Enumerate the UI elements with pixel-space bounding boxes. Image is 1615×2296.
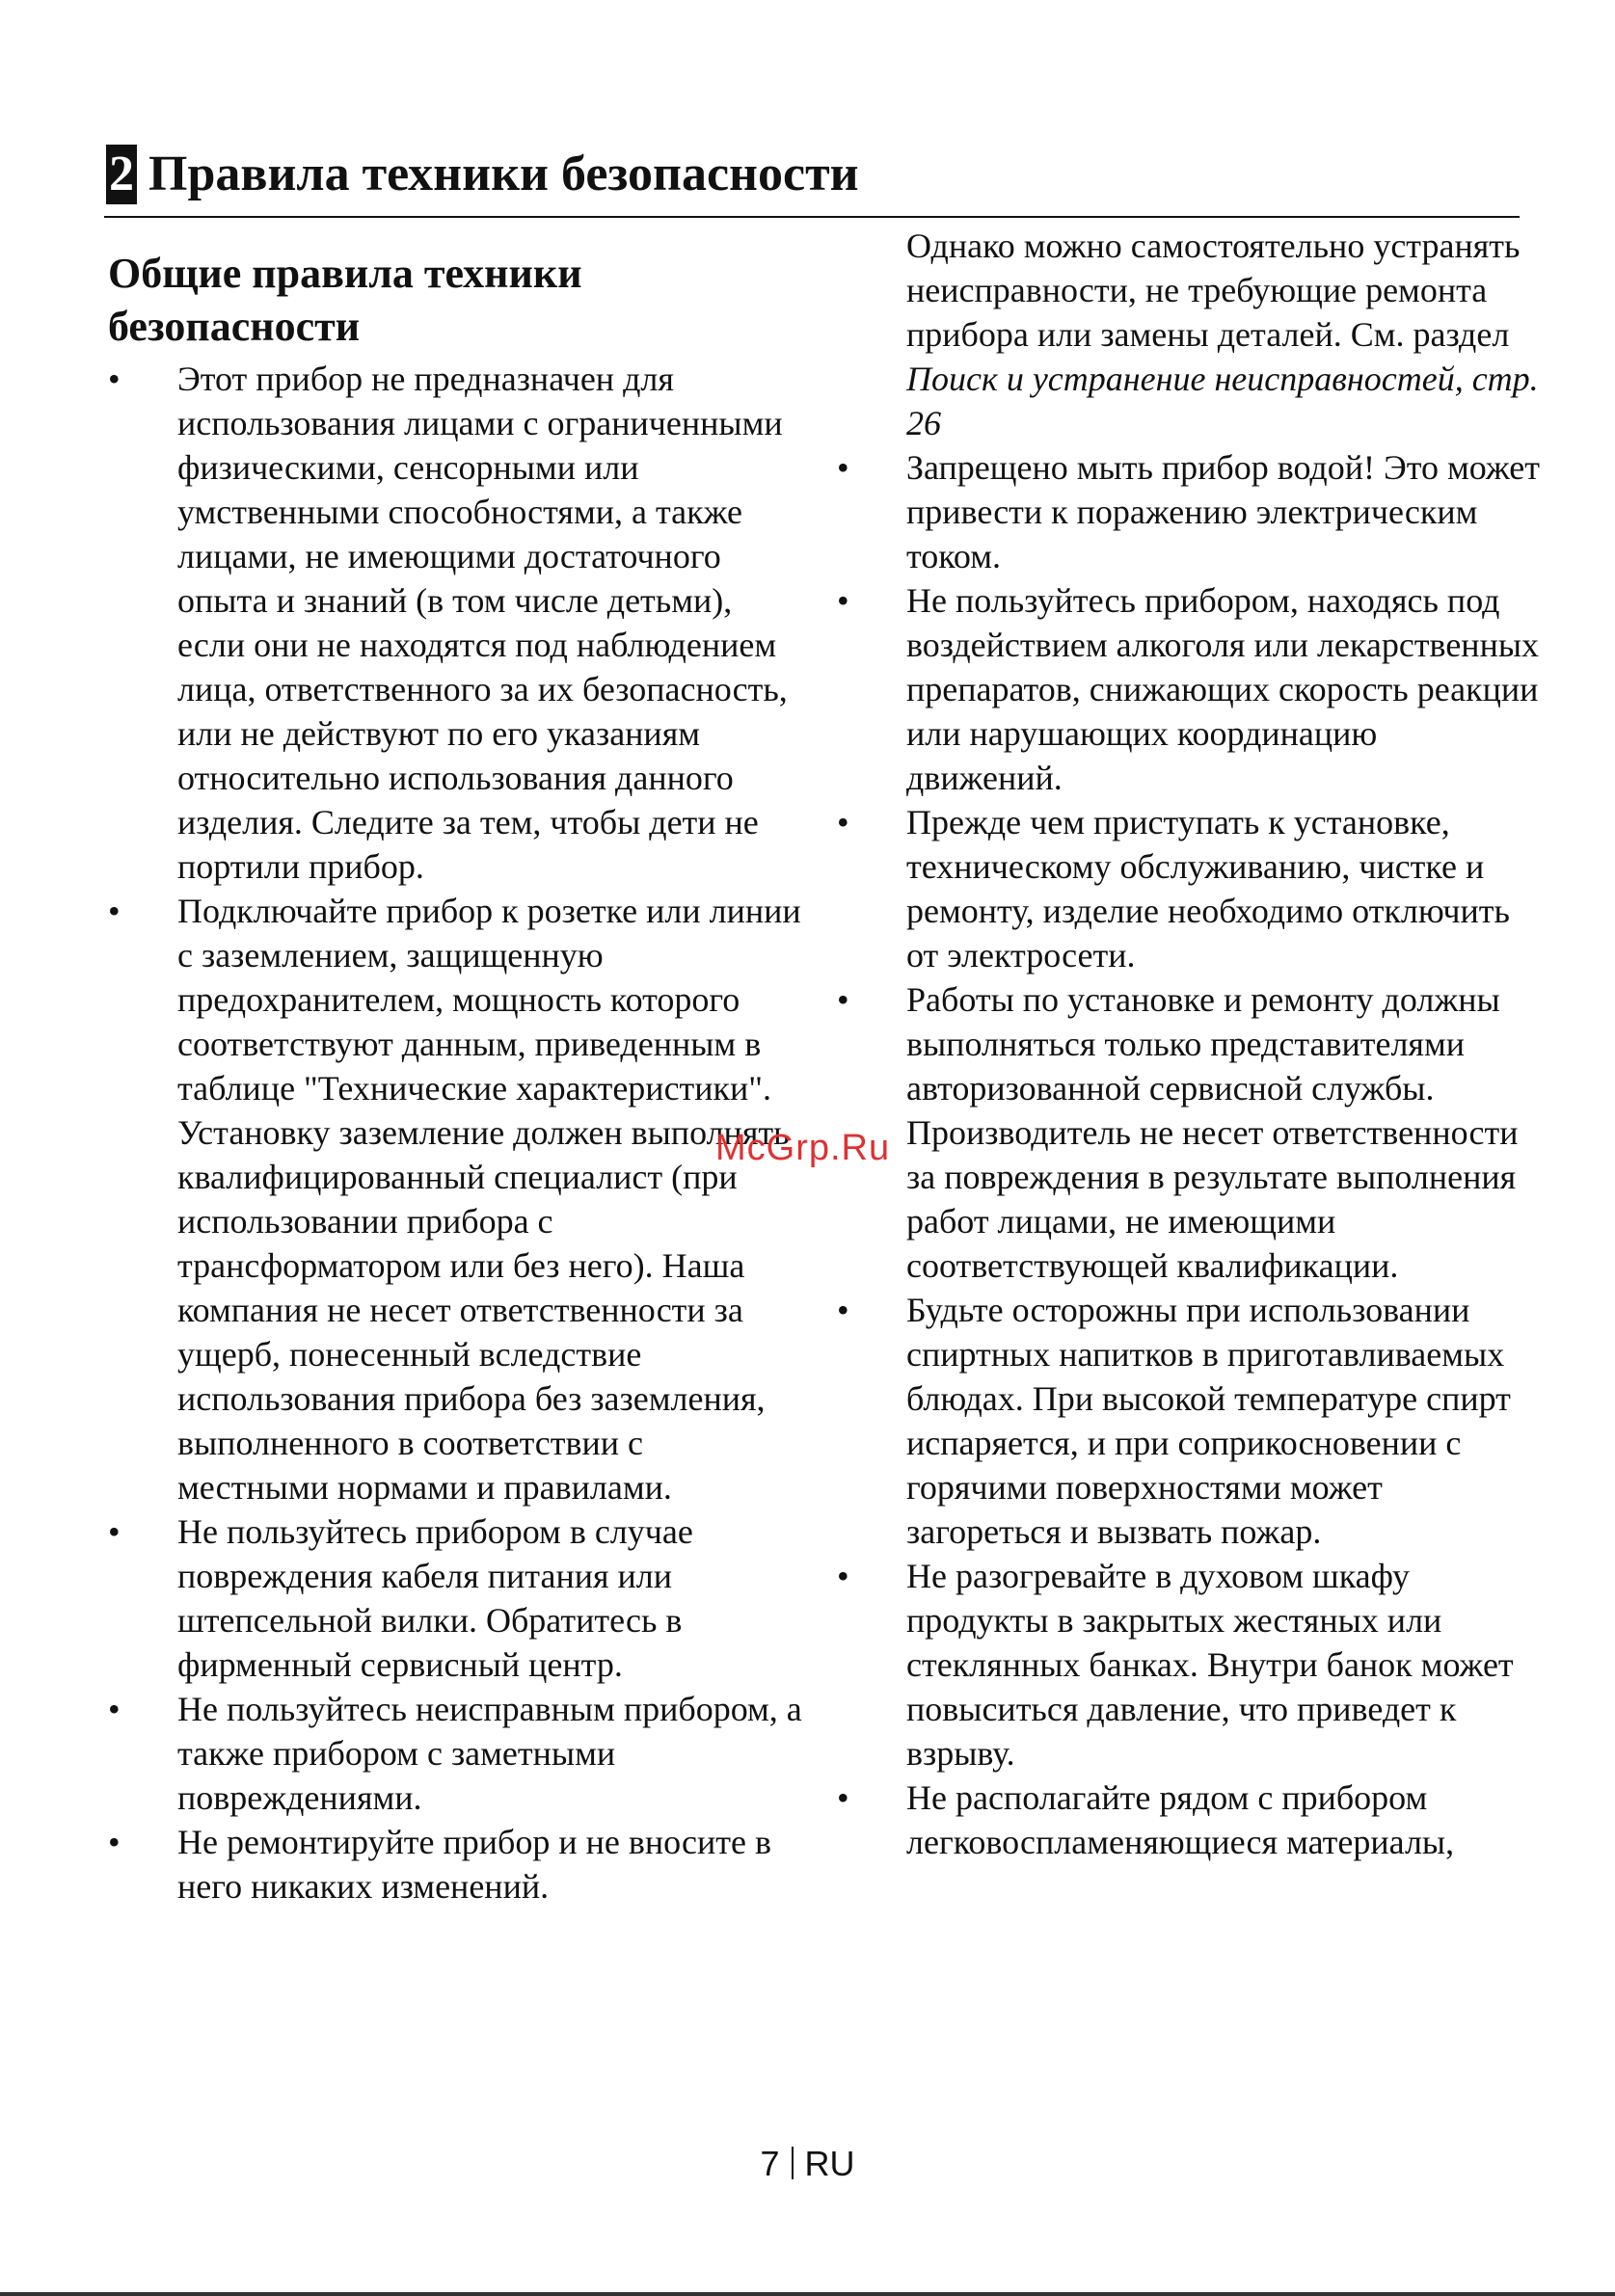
list-item xyxy=(108,1820,802,1909)
bullet-icon: • xyxy=(108,1690,121,1728)
list-item xyxy=(108,889,802,1509)
bullet-icon: • xyxy=(108,1512,121,1551)
bullet-icon: • xyxy=(837,1778,849,1817)
chapter-heading xyxy=(106,145,859,204)
list-item-text: Будьте осторожны при использовании спиртных напитков в приготавливаемых блюдах. При высокой температуре спирт испаряется, и при соприкосновении с горячими поверхностями может загореться и вызвать пожар. xyxy=(906,1291,1511,1551)
footer-separator xyxy=(792,2147,794,2179)
chapter-number: 2 xyxy=(106,145,137,204)
continued-paragraph-text: Однако можно самостоятельно устранять неисправности, не требующие ремонта прибора или замены деталей. См. раздел xyxy=(906,227,1521,354)
list-item-text: Работы по установке и ремонту должны выполняться только представителями авторизованной сервисной службы. Производитель не несет ответственности за повреждения в результате выполнения работ лицами, не имеющими соответствующей квалификации. xyxy=(906,980,1519,1285)
list-item xyxy=(837,800,1541,977)
list-item-text: Не пользуйтесь неисправным прибором, а также прибором с заметными повреждениями. xyxy=(177,1690,802,1817)
list-item xyxy=(837,1775,1541,1864)
bullet-icon: • xyxy=(837,980,849,1019)
watermark: McGrp.Ru xyxy=(715,1128,891,1168)
list-item xyxy=(837,1288,1541,1554)
list-item xyxy=(108,357,802,889)
bullet-icon: • xyxy=(837,1291,849,1329)
list-item xyxy=(108,1687,802,1820)
right-bullet-list xyxy=(837,445,1541,1864)
page-bottom-edge xyxy=(0,2292,1615,2296)
heading-rule xyxy=(104,216,1520,218)
bullet-icon: • xyxy=(108,360,121,398)
page-number: 7 xyxy=(760,2144,780,2183)
list-item xyxy=(837,445,1541,578)
bullet-icon: • xyxy=(837,803,849,841)
list-item-text: Не пользуйтесь прибором в случае повреждения кабеля питания или штепсельной вилки. Обратитесь в фирменный сервисный центр. xyxy=(177,1512,693,1684)
list-item-text: Не разогревайте в духовом шкафу продукты в закрытых жестяных или стеклянных банках. Внутри банок может повыситься давление, что приведет к взрыву. xyxy=(906,1557,1514,1773)
section-reference: Поиск и устранение неисправностей, стр. 26 xyxy=(906,360,1539,442)
bullet-icon: • xyxy=(837,448,849,487)
list-item-text: Не пользуйтесь прибором, находясь под воздействием алкоголя или лекарственных препаратов, снижающих скорость реакции или нарушающих координацию движений. xyxy=(906,581,1540,797)
section-title: Общие правила техники безопасности xyxy=(108,250,582,350)
bullet-icon: • xyxy=(837,1557,849,1595)
chapter-title: Правила техники безопасности xyxy=(148,147,859,201)
bullet-icon: • xyxy=(108,1823,121,1861)
right-column xyxy=(837,224,1541,1864)
list-item xyxy=(837,1554,1541,1775)
list-item xyxy=(837,977,1541,1288)
continued-paragraph xyxy=(837,224,1541,445)
list-item-text: Прежде чем приступать к установке, техническому обслуживанию, чистке и ремонту, изделие необходимо отключить от электросети. xyxy=(906,803,1510,974)
left-column xyxy=(108,247,802,1909)
list-item-text: Не ремонтируйте прибор и не вносите в него никаких изменений. xyxy=(177,1823,771,1906)
list-item-text: Подключайте прибор к розетке или линии с заземлением, защищенную предохранителем, мощность которого соответствуют данным, приведенным в таблице "Технические характеристики". Установку заземление должен выполнять квалифицированный специалист (при использовании прибора с трансформатором или без него). Наша компания не несет ответственности за ущерб, понесенный вследствие использования прибора без заземления, выполненного в соответствии с местными нормами и правилами. xyxy=(177,892,801,1507)
language-code: RU xyxy=(804,2144,855,2183)
left-bullet-list xyxy=(108,357,802,1909)
bullet-icon: • xyxy=(837,581,849,620)
list-item xyxy=(837,578,1541,800)
list-item xyxy=(108,1509,802,1687)
list-item-text: Запрещено мыть прибор водой! Это может привести к поражению электрическим током. xyxy=(906,448,1541,575)
page-footer xyxy=(0,2144,1615,2184)
list-item-text: Не располагайте рядом с прибором легковоспламеняющиеся материалы, xyxy=(906,1778,1455,1861)
list-item-text: Этот прибор не предназначен для использования лицами с ограниченными физическими, сенсорными или умственными способностями, а также лицами, не имеющими достаточного опыта и знаний (в том числе детьми), если они не находятся под наблюдением лица, ответственного за их безопасность, или не действуют по его указаниям относительно использования данного изделия. Следите за тем, чтобы дети не портили прибор. xyxy=(177,360,788,886)
bullet-icon: • xyxy=(108,892,121,930)
